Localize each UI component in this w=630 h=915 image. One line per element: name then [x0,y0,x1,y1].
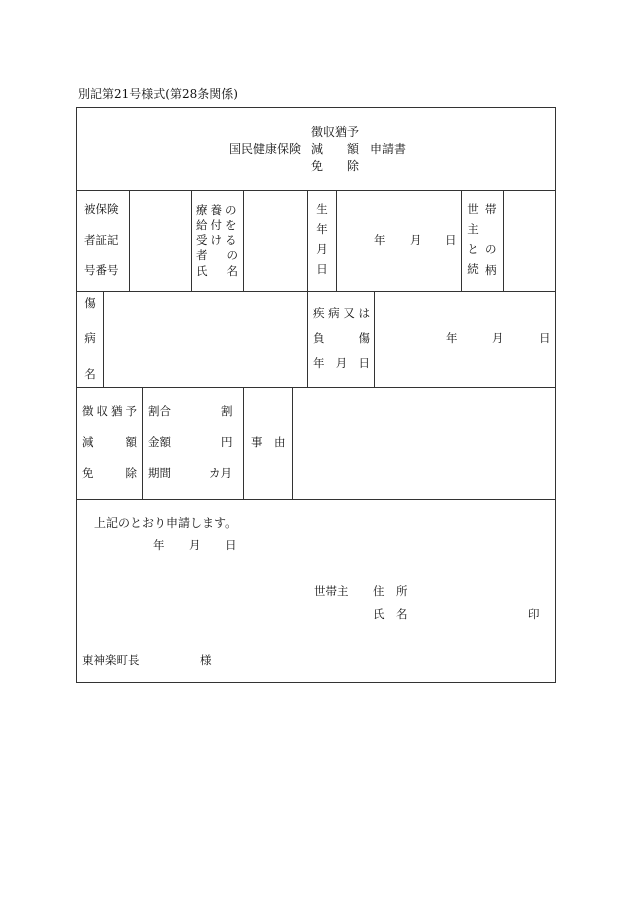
row2-col-line-2 [307,291,308,387]
type-label-3: 免 除 [82,466,137,480]
householder-name-field[interactable] [420,603,520,625]
application-month-unit: 月 [189,538,201,552]
injury-label-1: 傷 [84,296,96,310]
birth-label-3: 月 [316,242,328,257]
type-label-2: 減 額 [82,435,137,449]
recipient-label-5: 氏 名 [196,264,238,278]
address-label: 住 所 [373,584,408,598]
relation-char-3: と [467,242,479,257]
onset-year-unit: 年 [446,331,458,345]
birth-label [316,204,328,276]
birth-label-4: 日 [316,262,328,277]
recipient-label-2: 給 付 を [196,218,240,232]
recipient-name-field[interactable] [244,191,306,290]
onset-label-2: 負 傷 [313,331,370,345]
recipient-label-1: 療 養 の [196,203,240,217]
insured-label-1: 被保険 [84,202,119,216]
application-statement: 上記のとおり申請します。 [94,516,238,530]
relation-char-7: 柄 [485,263,497,277]
insured-label-2: 者証記 [84,233,119,247]
addressee-honorific: 様 [200,653,212,667]
onset-day-unit: 日 [539,331,551,345]
birth-year-unit: 年 [374,233,386,247]
injury-label-3: 名 [84,366,96,381]
row-divider-4 [76,499,556,500]
relation-char-4: 続 [467,262,479,277]
ratio-label: 割合 [148,404,171,418]
relation-char-2: 主 [467,222,479,237]
reason-field[interactable] [293,388,555,498]
onset-month-unit: 月 [492,331,504,345]
application-day-unit: 日 [225,538,237,552]
injury-label [84,298,96,380]
addressee: 東神楽町長 [82,653,140,667]
relation-char-6: の [485,242,497,256]
householder-label: 世帯主 [314,584,349,598]
birth-label-2: 年 [316,222,328,237]
period-unit: カ月 [209,466,232,480]
address-field[interactable] [420,580,545,602]
period-label: 期間 [148,466,171,480]
seal-mark: 印 [528,607,540,621]
application-year-unit: 年 [153,538,165,552]
row1-col-line-6 [461,190,462,291]
form-reference: 別記第21号様式(第28条関係) [78,87,238,101]
title-stack-3: 免 除 [311,159,360,173]
onset-label-3: 年 月 日 [313,356,370,370]
relation-label-col1 [467,204,479,276]
title-stack-1: 徴収猶予 [311,125,360,139]
relation-char-1: 世 [467,202,479,216]
recipient-label-4: 者 の [196,248,238,262]
title-suffix: 申請書 [370,142,407,156]
row1-col-line-2 [191,190,192,291]
injury-label-2: 病 [84,331,96,346]
row1-col-line-4 [307,190,308,291]
birth-month-unit: 月 [410,233,422,247]
amount-unit: 円 [221,435,233,449]
reason-label: 事 由 [251,435,286,449]
birth-label-1: 生 [316,202,328,216]
injury-name-field[interactable] [104,292,306,386]
row3-col-line-1 [142,387,143,499]
relation-field[interactable] [504,191,555,290]
type-label-1: 徴 収 猶 予 [82,404,137,418]
birth-day-unit: 日 [445,233,457,247]
birth-date-field[interactable] [337,191,460,290]
recipient-label-3: 受 け る [196,233,240,247]
title-prefix: 国民健康保険 [229,142,302,156]
name-label: 氏 名 [373,607,408,621]
onset-date-field[interactable] [375,292,555,386]
insured-number-field[interactable] [130,191,190,290]
ratio-unit: 割 [221,404,233,418]
amount-label: 金額 [148,435,171,449]
onset-label-1: 疾 病 又 は [313,306,370,320]
relation-char-5: 帯 [485,202,497,216]
title-stack-2: 減 額 [311,142,360,156]
row3-col-line-2 [243,387,244,499]
insured-label-3: 号番号 [84,263,119,277]
